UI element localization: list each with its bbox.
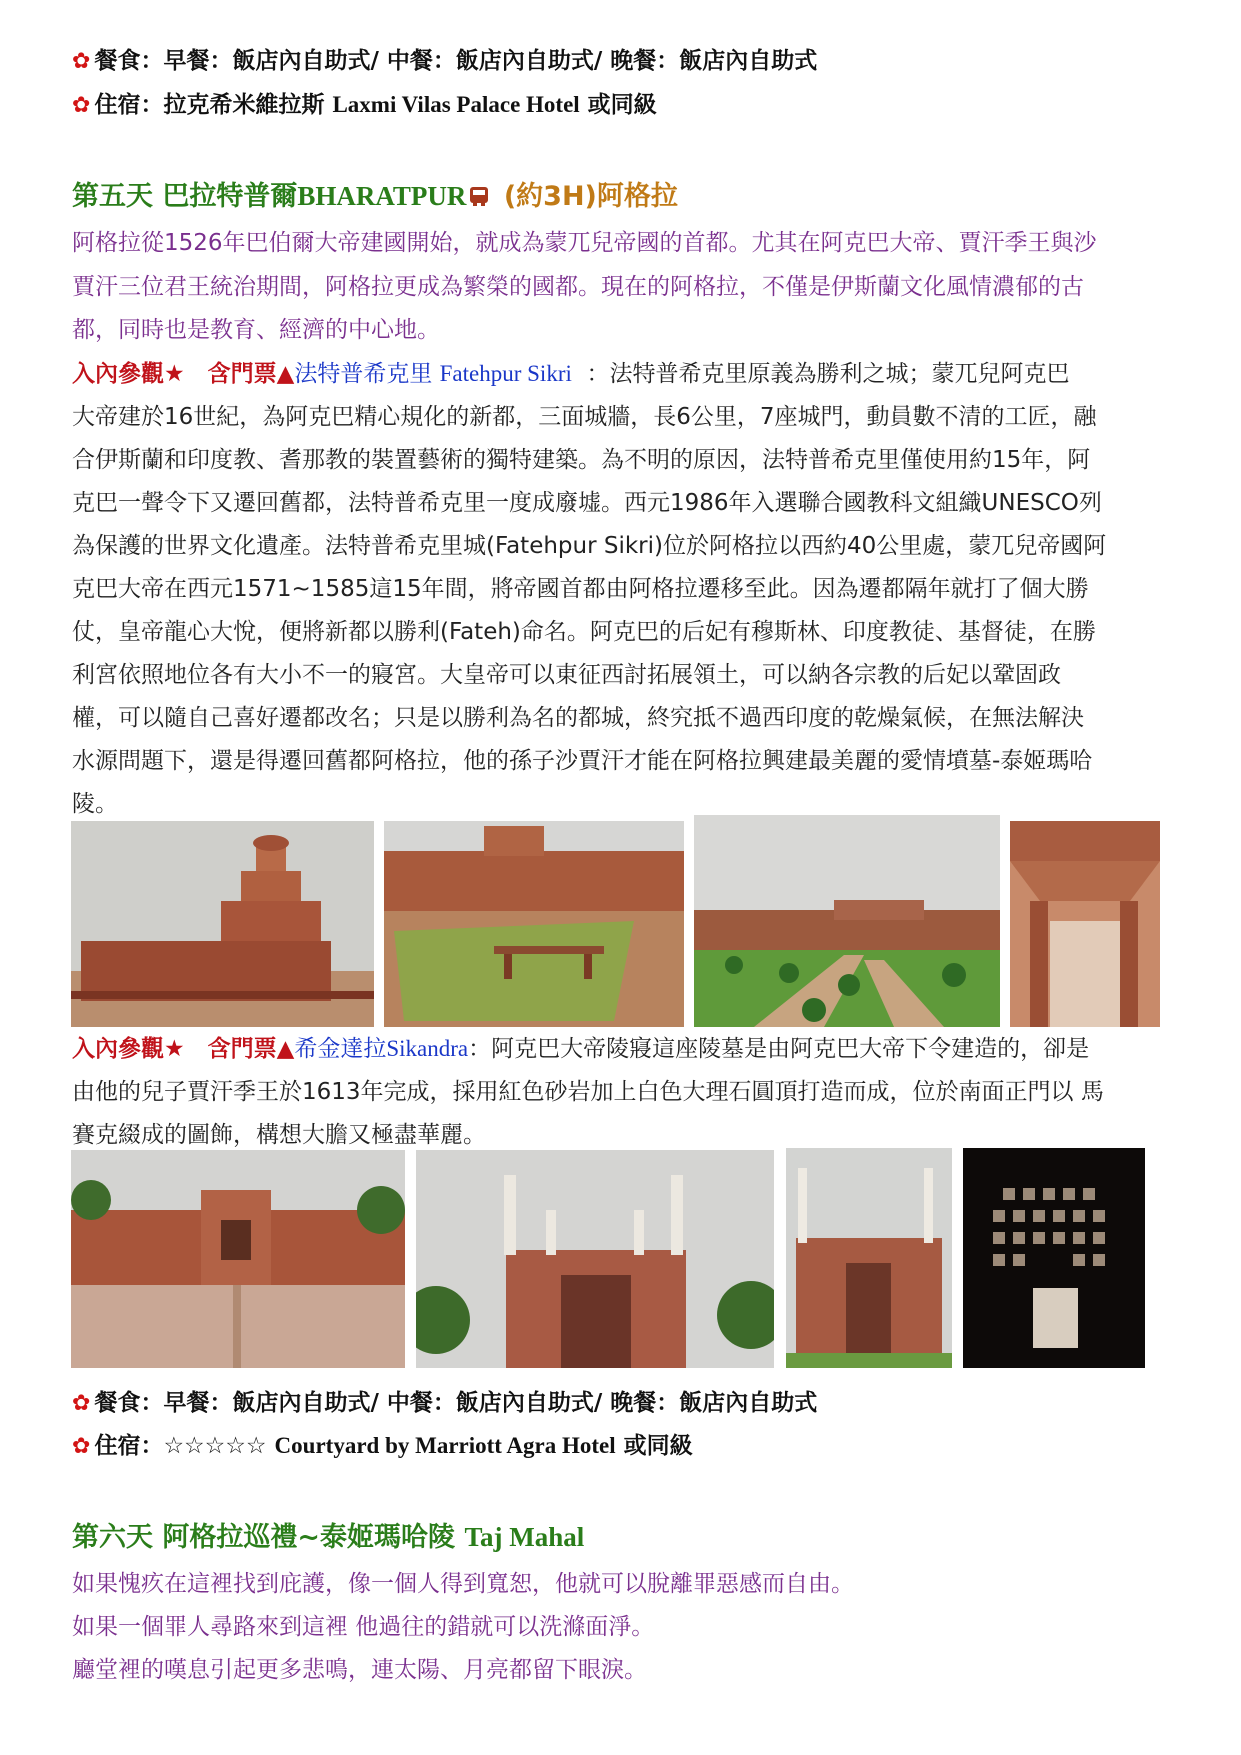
- fatehpur-text-line: 克巴一聲令下又遷回舊都，法特普希克里一度成廢墟。西元1986年入選聯合國教科文組織UNESCO列: [72, 490, 1102, 516]
- sikandra-text-line: 賽克綴成的圖飾，構想大膽又極盡華麗。: [72, 1122, 486, 1148]
- photo-courtyard-garden: [694, 815, 1000, 1027]
- day6-poem-line: 如果愧疚在這裡找到庇護，像一個人得到寬恕，他就可以脫離罪惡感而自由。: [72, 1571, 854, 1597]
- flower-icon: ✿: [72, 93, 91, 118]
- fatehpur-text-line: 陵。: [72, 791, 118, 817]
- fatehpur-text-line: 仗，皇帝龍心大悅，便將新都以勝利(Fateh)命名。阿克巴的后妃有穆斯林、印度教徒、基督徒，在勝: [72, 619, 1096, 645]
- fatehpur-text-line: 水源問題下，還是得遷回舊都阿格拉，他的孫子沙賈汗才能在阿格拉興建最美麗的愛情墳墓-泰姬瑪哈: [72, 748, 1093, 774]
- photo-carved-pavilion: [1010, 821, 1160, 1027]
- attraction-name: 法特普希克里: [294, 361, 440, 387]
- lodging-line-day5: ✿ 住宿：☆☆☆☆☆ Courtyard by Marriott Agra Hotel 或同級: [72, 1433, 693, 1459]
- fatehpur-text-line: 權，可以隨自己喜好遷都改名；只是以勝利為名的都城，終究抵不過西印度的乾燥氣候，在無法解決: [72, 705, 1084, 731]
- day6-poem-line: 廳堂裡的嘆息引起更多悲鳴，連太陽、月亮都留下眼淚。: [72, 1657, 647, 1683]
- fatehpur-text-line: 大帝建於16世紀，為阿克巴精心規化的新都，三面城牆，長6公里，7座城門，動員數不清的工匠，融: [72, 404, 1097, 430]
- visit-tag: 入內參觀★ 含門票▲: [72, 1036, 295, 1062]
- day5-intro-line: 都，同時也是教育、經濟的中心地。: [72, 317, 440, 343]
- meal-line-day4: ✿ 餐食：早餐：飯店內自助式/ 中餐：飯店內自助式/ 晚餐：飯店內自助式: [72, 48, 818, 74]
- meal-line-day5: ✿ 餐食：早餐：飯店內自助式/ 中餐：飯店內自助式/ 晚餐：飯店內自助式: [72, 1390, 818, 1416]
- flower-icon: ✿: [72, 1391, 91, 1416]
- photo-panch-mahal: [71, 821, 374, 1027]
- photo-anup-talao: [384, 821, 684, 1027]
- fatehpur-text-line: 合伊斯蘭和印度教、耆那教的裝置藝術的獨特建築。為不明的原因，法特普希克里僅使用約15年，阿: [72, 447, 1091, 473]
- visit-tag: 入內參觀★ 含門票▲: [72, 361, 295, 387]
- day5-intro-line: 賈汗三位君王統治期間，阿格拉更成為繁榮的國都。現在的阿格拉，不僅是伊斯蘭文化風情濃郁的古: [72, 274, 1084, 300]
- fatehpur-text-line: 為保護的世界文化遺產。法特普希克里城(Fatehpur Sikri)位於阿格拉以西約40公里處，蒙兀兒帝國阿: [72, 533, 1107, 559]
- sikandra-text-line: 由他的兒子賈汗季王於1613年完成，採用紅色砂岩加上白色大理石圓頂打造而成，位於南面正門以 馬: [72, 1079, 1104, 1105]
- flower-icon: ✿: [72, 49, 91, 74]
- bus-icon: [470, 187, 488, 203]
- sikandra-heading-line: 入內參觀★ 含門票▲希金達拉Sikandra：阿克巴大帝陵寢這座陵墓是由阿克巴大帝下令建造的，卻是: [72, 1036, 1090, 1062]
- fatehpur-text-line: 利宮依照地位各有大小不一的寢宮。大皇帝可以東征西討拓展領土，可以納各宗教的后妃以鞏固政: [72, 662, 1061, 688]
- flower-icon: ✿: [72, 1434, 91, 1459]
- day6-poem-line: 如果一個罪人尋路來到這裡 他過往的錯就可以洗滌面淨。: [72, 1614, 655, 1640]
- day5-title: 第五天 巴拉特普爾BHARATPUR (約3H)阿格拉: [72, 181, 678, 212]
- day5-intro-line: 阿格拉從1526年巴伯爾大帝建國開始，就成為蒙兀兒帝國的首都。尤其在阿克巴大帝、賈汗季王與沙: [72, 230, 1097, 256]
- photo-sikandra-south-gate: [416, 1150, 774, 1368]
- fatehpur-text-line: 克巴大帝在西元1571~1585這15年間，將帝國首都由阿格拉遷移至此。因為遷都隔年就打了個大勝: [72, 576, 1089, 602]
- photo-sikandra-gate-minarets: [786, 1148, 952, 1368]
- attraction-name: 希金達拉: [294, 1036, 387, 1062]
- lodging-line-day4: ✿ 住宿：拉克希米維拉斯 Laxmi Vilas Palace Hotel 或同級: [72, 92, 657, 118]
- photo-sikandra-gate-wide: [71, 1150, 405, 1368]
- photo-jali-window: [963, 1148, 1145, 1368]
- fatehpur-heading-line: 入內參觀★ 含門票▲法特普希克里 Fatehpur Sikri ：法特普希克里原義為勝利之城；蒙兀兒阿克巴: [72, 361, 1070, 387]
- day6-title: 第六天 阿格拉巡禮~泰姬瑪哈陵 Taj Mahal: [72, 1522, 585, 1553]
